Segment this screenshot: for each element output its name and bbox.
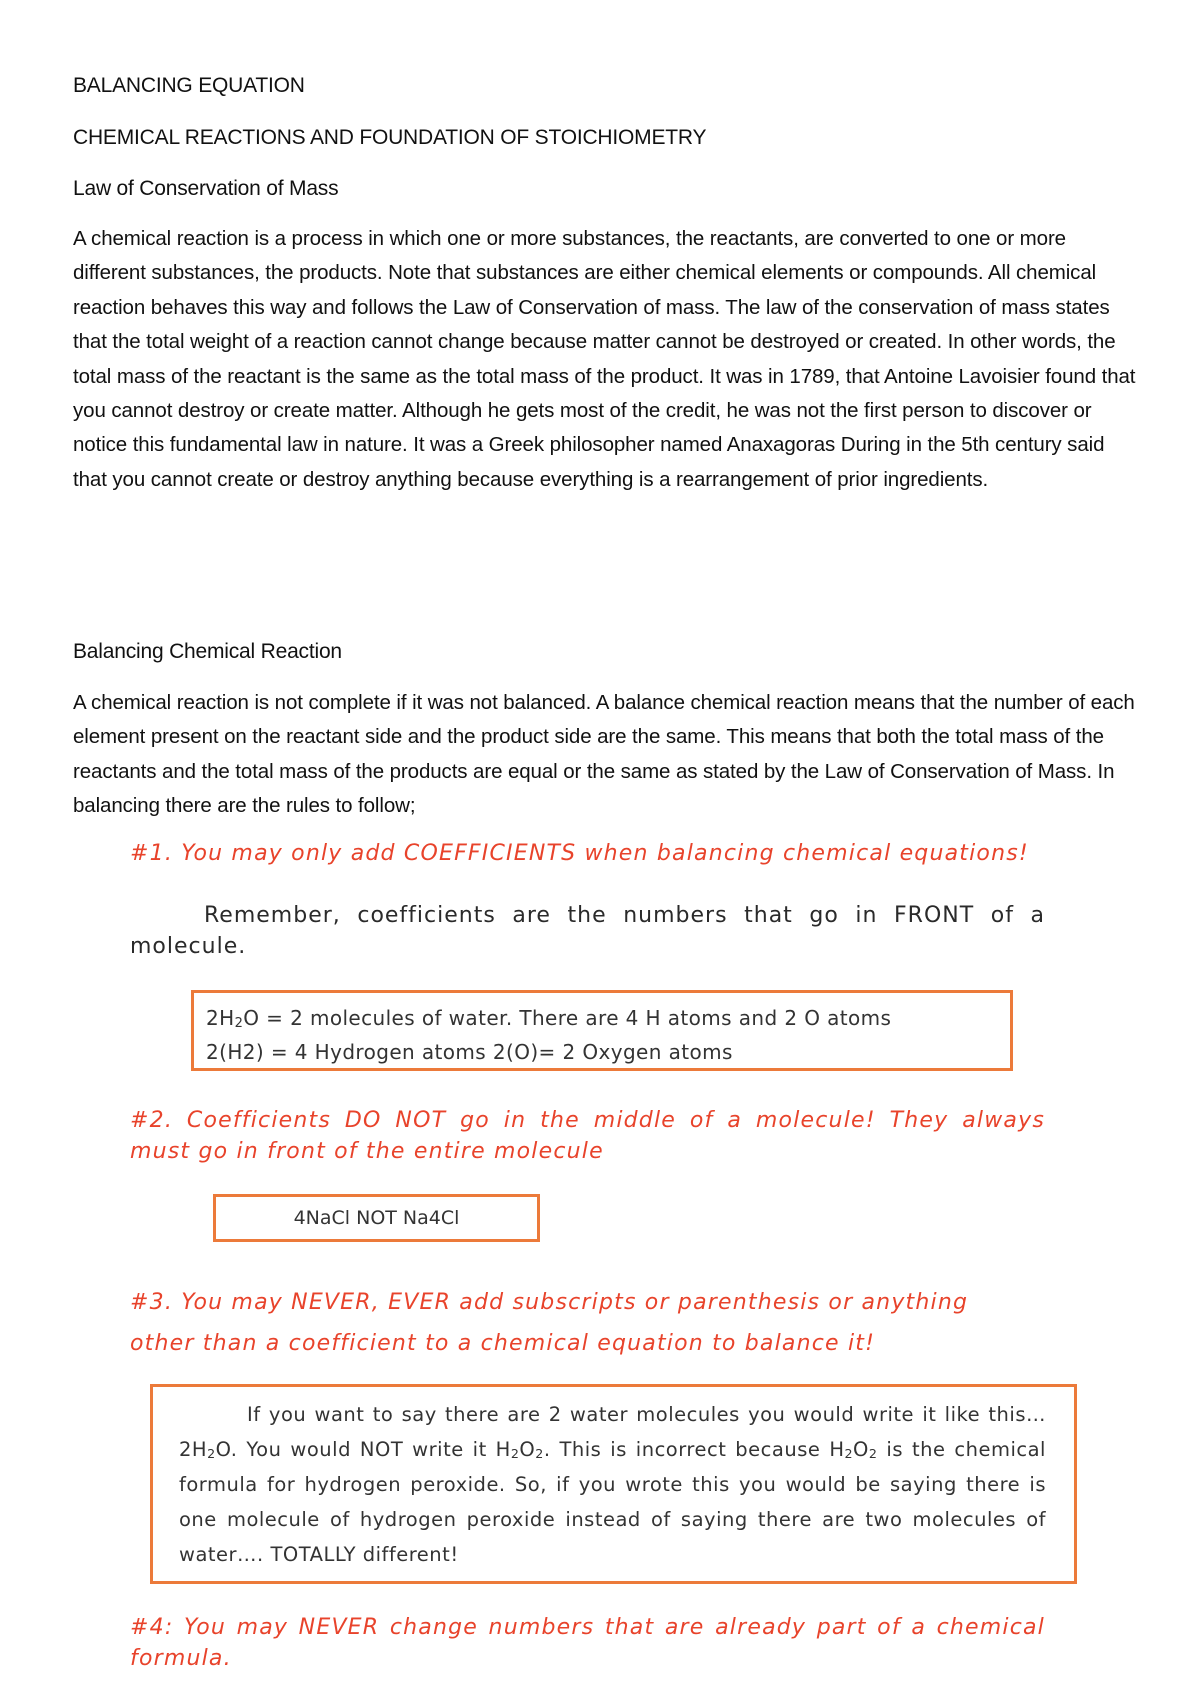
rule-4: #4: You may NEVER change numbers that are already part of a chemical formula.	[130, 1615, 1045, 1671]
rule-1-example-box	[191, 990, 1013, 1071]
rule-3-example-box: If you want to say there are 2 water molecules you would write it like this… $2H_2O$. You would NOT write it $H_2O_2$. This is incorrect because $H_2O_2$ is the chemical formula for hydrogen peroxide. So, if you wrote this you would be saying there is one molecule of hydrogen peroxide instead of saying there are two molecules of water…. TOTALLY different!	[150, 1384, 1077, 1584]
rule-3-line-2: other than a coefficient to a chemical equation to balance it!	[130, 1331, 876, 1356]
balancing-heading: Balancing Chemical Reaction	[73, 640, 342, 663]
section-subtitle: CHEMICAL REACTIONS AND FOUNDATION OF STOICHIOMETRY	[73, 126, 707, 149]
rule-2: #2. Coefficients DO NOT go in the middle of a molecule! They always must go in front of the entire molecule	[130, 1108, 1045, 1164]
rule-1: #1. You may only add COEFFICIENTS when balancing chemical equations!	[130, 841, 1029, 866]
rule-3-line-1: #3. You may NEVER, EVER add subscripts or parenthesis or anything	[130, 1290, 969, 1315]
rule-1-example-line-1: $2H_2O = 2$ molecules of water. There are 4 H atoms and 2 O atoms	[206, 1006, 892, 1031]
rule-1-note: Remember, coefficients are the numbers that go in FRONT of a molecule.	[130, 903, 1045, 959]
law-heading: Law of Conservation of Mass	[73, 177, 339, 200]
balancing-paragraph: A chemical reaction is not complete if it was not balanced. A balance chemical reaction means that the number of each element present on the reactant side and the product side are the same. This means that both the total mass of the reactants and the total mass of the products are equal or the same as stated by the Law of Conservation of Mass. In balancing there are the rules to follow;	[73, 691, 1135, 818]
conservation-paragraph: A chemical reaction is a process in which one or more substances, the reactants, are converted to one or more different substances, the products. Note that substances are either chemical elements or compounds. All chemical reaction behaves this way and follows the Law of Conservation of mass. The law of the conservation of mass states that the total weight of a reaction cannot change because matter cannot be destroyed or created. In other words, the total mass of the reactant is the same as the total mass of the product. It was in 1789, that Antoine Lavoisier found that you cannot destroy or create matter. Although he gets most of the credit, he was not the first person to discover or notice this fundamental law in nature. It was a Greek philosopher named Anaxagoras During in the 5th century said that you cannot create or destroy anything because everything is a rearrangement of prior ingredients.	[73, 227, 1136, 491]
rule-2-example-box: 4NaCl NOT Na4Cl	[213, 1194, 540, 1242]
document-title: BALANCING EQUATION	[73, 74, 305, 97]
rule-1-example-line-2: 2(H2) = 4 Hydrogen atoms 2(O)= 2 Oxygen atoms	[206, 1040, 733, 1064]
